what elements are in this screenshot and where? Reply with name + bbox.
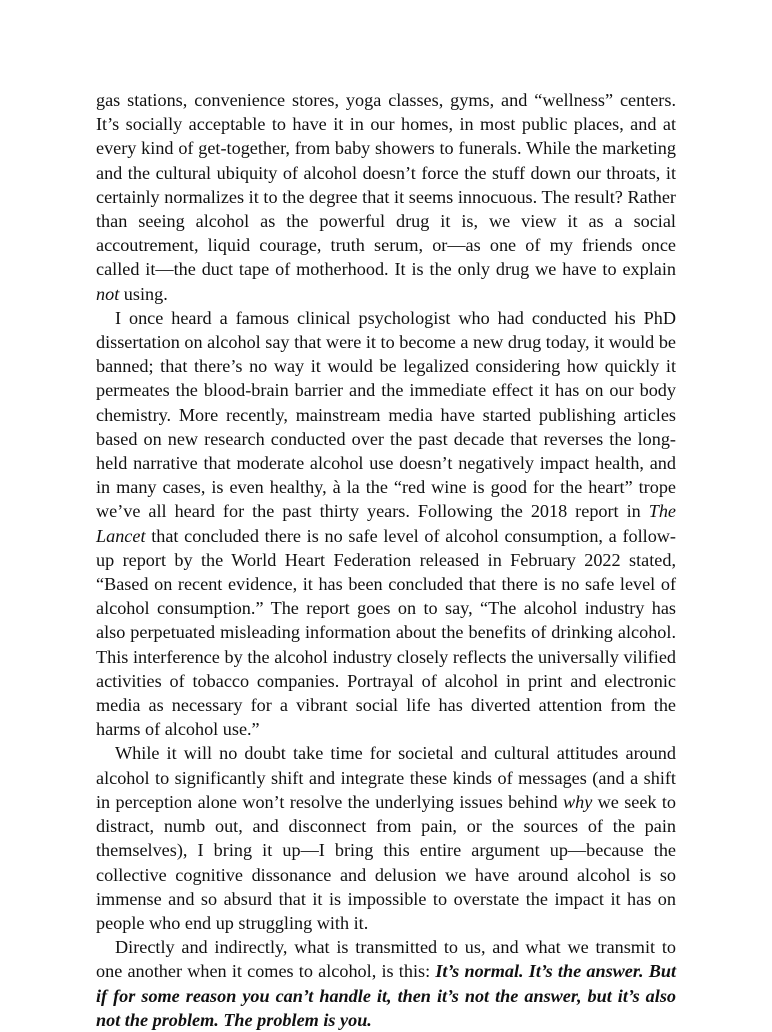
paragraph-alcohol-ubiquity xyxy=(96,88,676,306)
text-segment: Directly and indirectly, what is transmitted to us, and what we transmit to one another when it comes to alcohol, is this: xyxy=(96,937,676,982)
emphasis-why: why xyxy=(562,791,593,812)
publication-title: The Lancet xyxy=(96,501,676,546)
emphasis-not: not xyxy=(96,283,120,304)
emphasis-key-message: It’s normal. It’s the answer. But if for some reason you can’t handle it, then it’s not the answer, but it’s also not the problem. The problem is you. xyxy=(96,961,676,1030)
text-segment: that concluded there is no safe level of alcohol consumption, a follow-up report by the World Heart Federation released in February 2022 stated, “Based on recent evidence, it has been concluded that there is no safe level of alcohol consumption.” The report goes on to say, “The alcohol industry has also perpetuated misleading information about the benefits of drinking alcohol. This interference by the alcohol industry closely reflects the universally vilified activities of tobacco companies. Portrayal of alcohol in print and electronic media as necessary for a vibrant social life has diverted attention from the harms of alcohol use.” xyxy=(96,525,676,740)
book-page-body xyxy=(96,88,676,1032)
text-segment: we seek to distract, numb out, and disconnect from pain, or the sources of the pain themselves), I bring it up—I bring this entire argument up—because the collective cognitive dissonance and delusion we have around alcohol is so immense and so absurd that it is impossible to overstate the impact it has on people who end up struggling with it. xyxy=(96,791,676,933)
text-segment: using. xyxy=(119,283,168,304)
paragraph-psychologist-research xyxy=(96,306,676,742)
text-segment: gas stations, convenience stores, yoga classes, gyms, and “wellness” centers. It’s socially acceptable to have it in our homes, in most public places, and at every kind of get-together, from baby showers to funerals. While the marketing and the cultural ubiquity of alcohol doesn’t force the stuff down our throats, it certainly normalizes it to the degree that it seems innocuous. The result? Rather than seeing alcohol as the powerful drug it is, we view it as a social accoutrement, liquid courage, truth serum, or—as one of my friends once called it—the duct tape of motherhood. It is the only drug we have to explain xyxy=(96,90,676,280)
paragraph-transmitted-message xyxy=(96,935,676,1032)
paragraph-cultural-attitudes xyxy=(96,741,676,935)
text-segment: While it will no doubt take time for societal and cultural attitudes around alcohol to significantly shift and integrate these kinds of messages (and a shift in perception alone won’t resolve the underlying issues behind xyxy=(96,743,676,812)
text-segment: I once heard a famous clinical psychologist who had conducted his PhD dissertation on alcohol say that were it to become a new drug today, it would be banned; that there’s no way it would be legalized considering how quickly it permeates the blood-brain barrier and the immediate effect it has on our body chemistry. More recently, mainstream media have started publishing articles based on new research conducted over the past decade that reverses the long-held narrative that moderate alcohol use doesn’t negatively impact health, and in many cases, is even healthy, à la the “red wine is good for the heart” trope we’ve all heard for the past thirty years. Following the 2018 report in xyxy=(96,307,676,522)
